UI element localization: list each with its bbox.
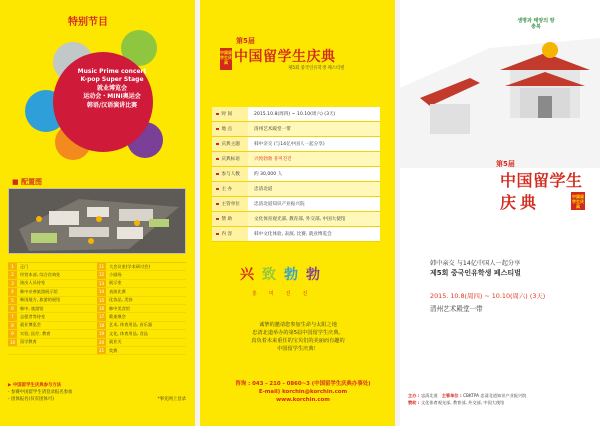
contact-info — [228, 380, 378, 404]
legend-row: 7 志愿者等待室 17 歌迷聚会 — [8, 313, 186, 321]
legend-row: 1 正门 11 大会议室(学术研讨会) — [8, 263, 186, 271]
cover-organizers: 主办 : 忠清北道 主管单位 : CBKTPA 忠清北道知识产业振兴院 赞助 : 文化体育观光部, 教育部, 外交部, 中国大使馆 — [408, 393, 527, 405]
legend-row: 5 韩国地方, 旅游的展馆 15 化妆品, 美容 — [8, 297, 186, 305]
bullet-icon — [216, 173, 219, 176]
cover-title-line1: 中国留学生 — [500, 171, 583, 190]
program-item: 就业博览会 — [96, 84, 127, 92]
info-row: 赞 助 文化体育观光部, 教育部, 外交部, 中国大使馆 — [212, 212, 380, 227]
program-item: K-pop Super Stage — [80, 76, 144, 84]
legend-row: 21 奖赛 — [8, 347, 186, 355]
program-item: 运动会・MINI奥运会 — [83, 93, 141, 101]
slogan: 兴致勃勃 — [240, 267, 328, 283]
legend-row: 4 韩中亲善旅游展示馆 14 表演比赛 — [8, 288, 186, 296]
festival-logo-box: 中国留学生庆典 — [220, 48, 232, 70]
cover-korean-title: 제5회 중국인유학생 페스티벌 — [430, 269, 521, 277]
bullet-icon — [216, 158, 219, 161]
participation-notes — [8, 382, 186, 403]
info-row: 庆典主题 韩中亲交 (与14亿中国人一起分享) — [212, 137, 380, 152]
bullet-icon — [216, 113, 219, 116]
venue-map — [8, 188, 186, 254]
bullet-icon — [216, 218, 219, 221]
cover-theme: 韩中亲交 与14亿中国人一起分享 — [430, 260, 521, 267]
notes-heading: ▶ 中国留学生庆典参与方法 — [8, 383, 62, 388]
info-row: 内 容 韩中文化体验, 表演, 比赛, 就业博览会 — [212, 227, 380, 242]
invitation-text: 诚挚的邀请您参加生命与太阳之地 忠清北道举办的第5届中国留学生庆典。 真负着未来重任的宝贝们的美丽而有趣的 中国留学生庆典！ — [251, 322, 345, 352]
cover-date: 2015. 10.8(周四) ~ 10.10(周六) (3天) — [430, 292, 546, 300]
info-table — [212, 107, 380, 242]
legend-row: 10 留学教育 20 就业关 — [8, 339, 186, 347]
special-program-title: 特别节目 — [68, 17, 108, 28]
legend-row: 3 演出人员待室 13 展示室 — [8, 280, 186, 288]
map-title: ■ 配置图 — [12, 178, 43, 186]
info-row: 主管单位 忠清北道知识产业振兴院 — [212, 197, 380, 212]
map-bullet-icon: ■ — [12, 178, 22, 186]
contact-email[interactable]: E-mail) korchin@korchin.com — [258, 389, 348, 395]
program-item: Music Prime concert — [77, 68, 147, 75]
legend-row: 6 韩中, 旅游馆 16 韩中美食馆 — [8, 305, 186, 313]
note-right: *事先网上登录 — [157, 397, 186, 402]
legend-row: 8 就业博览会 18 艺术, 体育用品, 首乐器 — [8, 322, 186, 330]
festival-logo-box: 中国留学生庆典 — [572, 194, 584, 209]
bullet-icon — [216, 203, 219, 206]
venue-map-drawing — [9, 189, 186, 254]
cover-title-line2: 庆典 — [500, 193, 541, 212]
info-row: 时 间 2015.10.8(周四) ~ 10.10(周六) (3天) — [212, 107, 380, 122]
info-row: 主 办 忠清北道 — [212, 182, 380, 197]
info-row: 地 点 清州艺术殿堂一带 — [212, 122, 380, 137]
slogan-korean: 흥미진진 — [252, 291, 320, 297]
festival-subtitle: 제5회 중국인유학생 페스티벌 — [288, 66, 345, 71]
info-row: 参与人数 约 30,000 人 — [212, 167, 380, 182]
bullet-icon — [216, 128, 219, 131]
edition-label: 第5届 — [496, 160, 515, 168]
bullet-icon — [216, 233, 219, 236]
contact-phone: 咨询 : 043 - 210 - 0860~3 (中国留学生庆典办事处) — [235, 381, 371, 387]
legend-row: 2 经营本部, 综合咨询处 12 小剧场 — [8, 271, 186, 279]
note-line: - 参赛中国留学生请登录报名参加 — [8, 390, 73, 395]
map-legend — [8, 262, 186, 355]
bullet-icon — [216, 188, 219, 191]
legend-row: 9 实验, 医疗, 教育 19 文化, 体育用品, 食品 — [8, 330, 186, 338]
note-line: - 团体报名(仅有团体可) — [8, 397, 54, 402]
program-list — [52, 68, 172, 110]
festival-title: 中国留学生庆典 — [234, 49, 336, 65]
chungbuk-logo: 생명과 태양의 땅 충북 — [517, 18, 555, 30]
edition-label: 第5届 — [236, 37, 255, 45]
info-row: 庆典标语 兴致勃勃 흥미진진 — [212, 152, 380, 167]
cover-venue: 清州艺术殿堂一带 — [430, 305, 483, 313]
program-item: 韩语/汉语演讲比赛 — [86, 101, 138, 109]
bullet-icon — [216, 143, 219, 146]
contact-website[interactable]: www.korchin.com — [276, 397, 330, 403]
gate-illustration — [400, 28, 600, 168]
